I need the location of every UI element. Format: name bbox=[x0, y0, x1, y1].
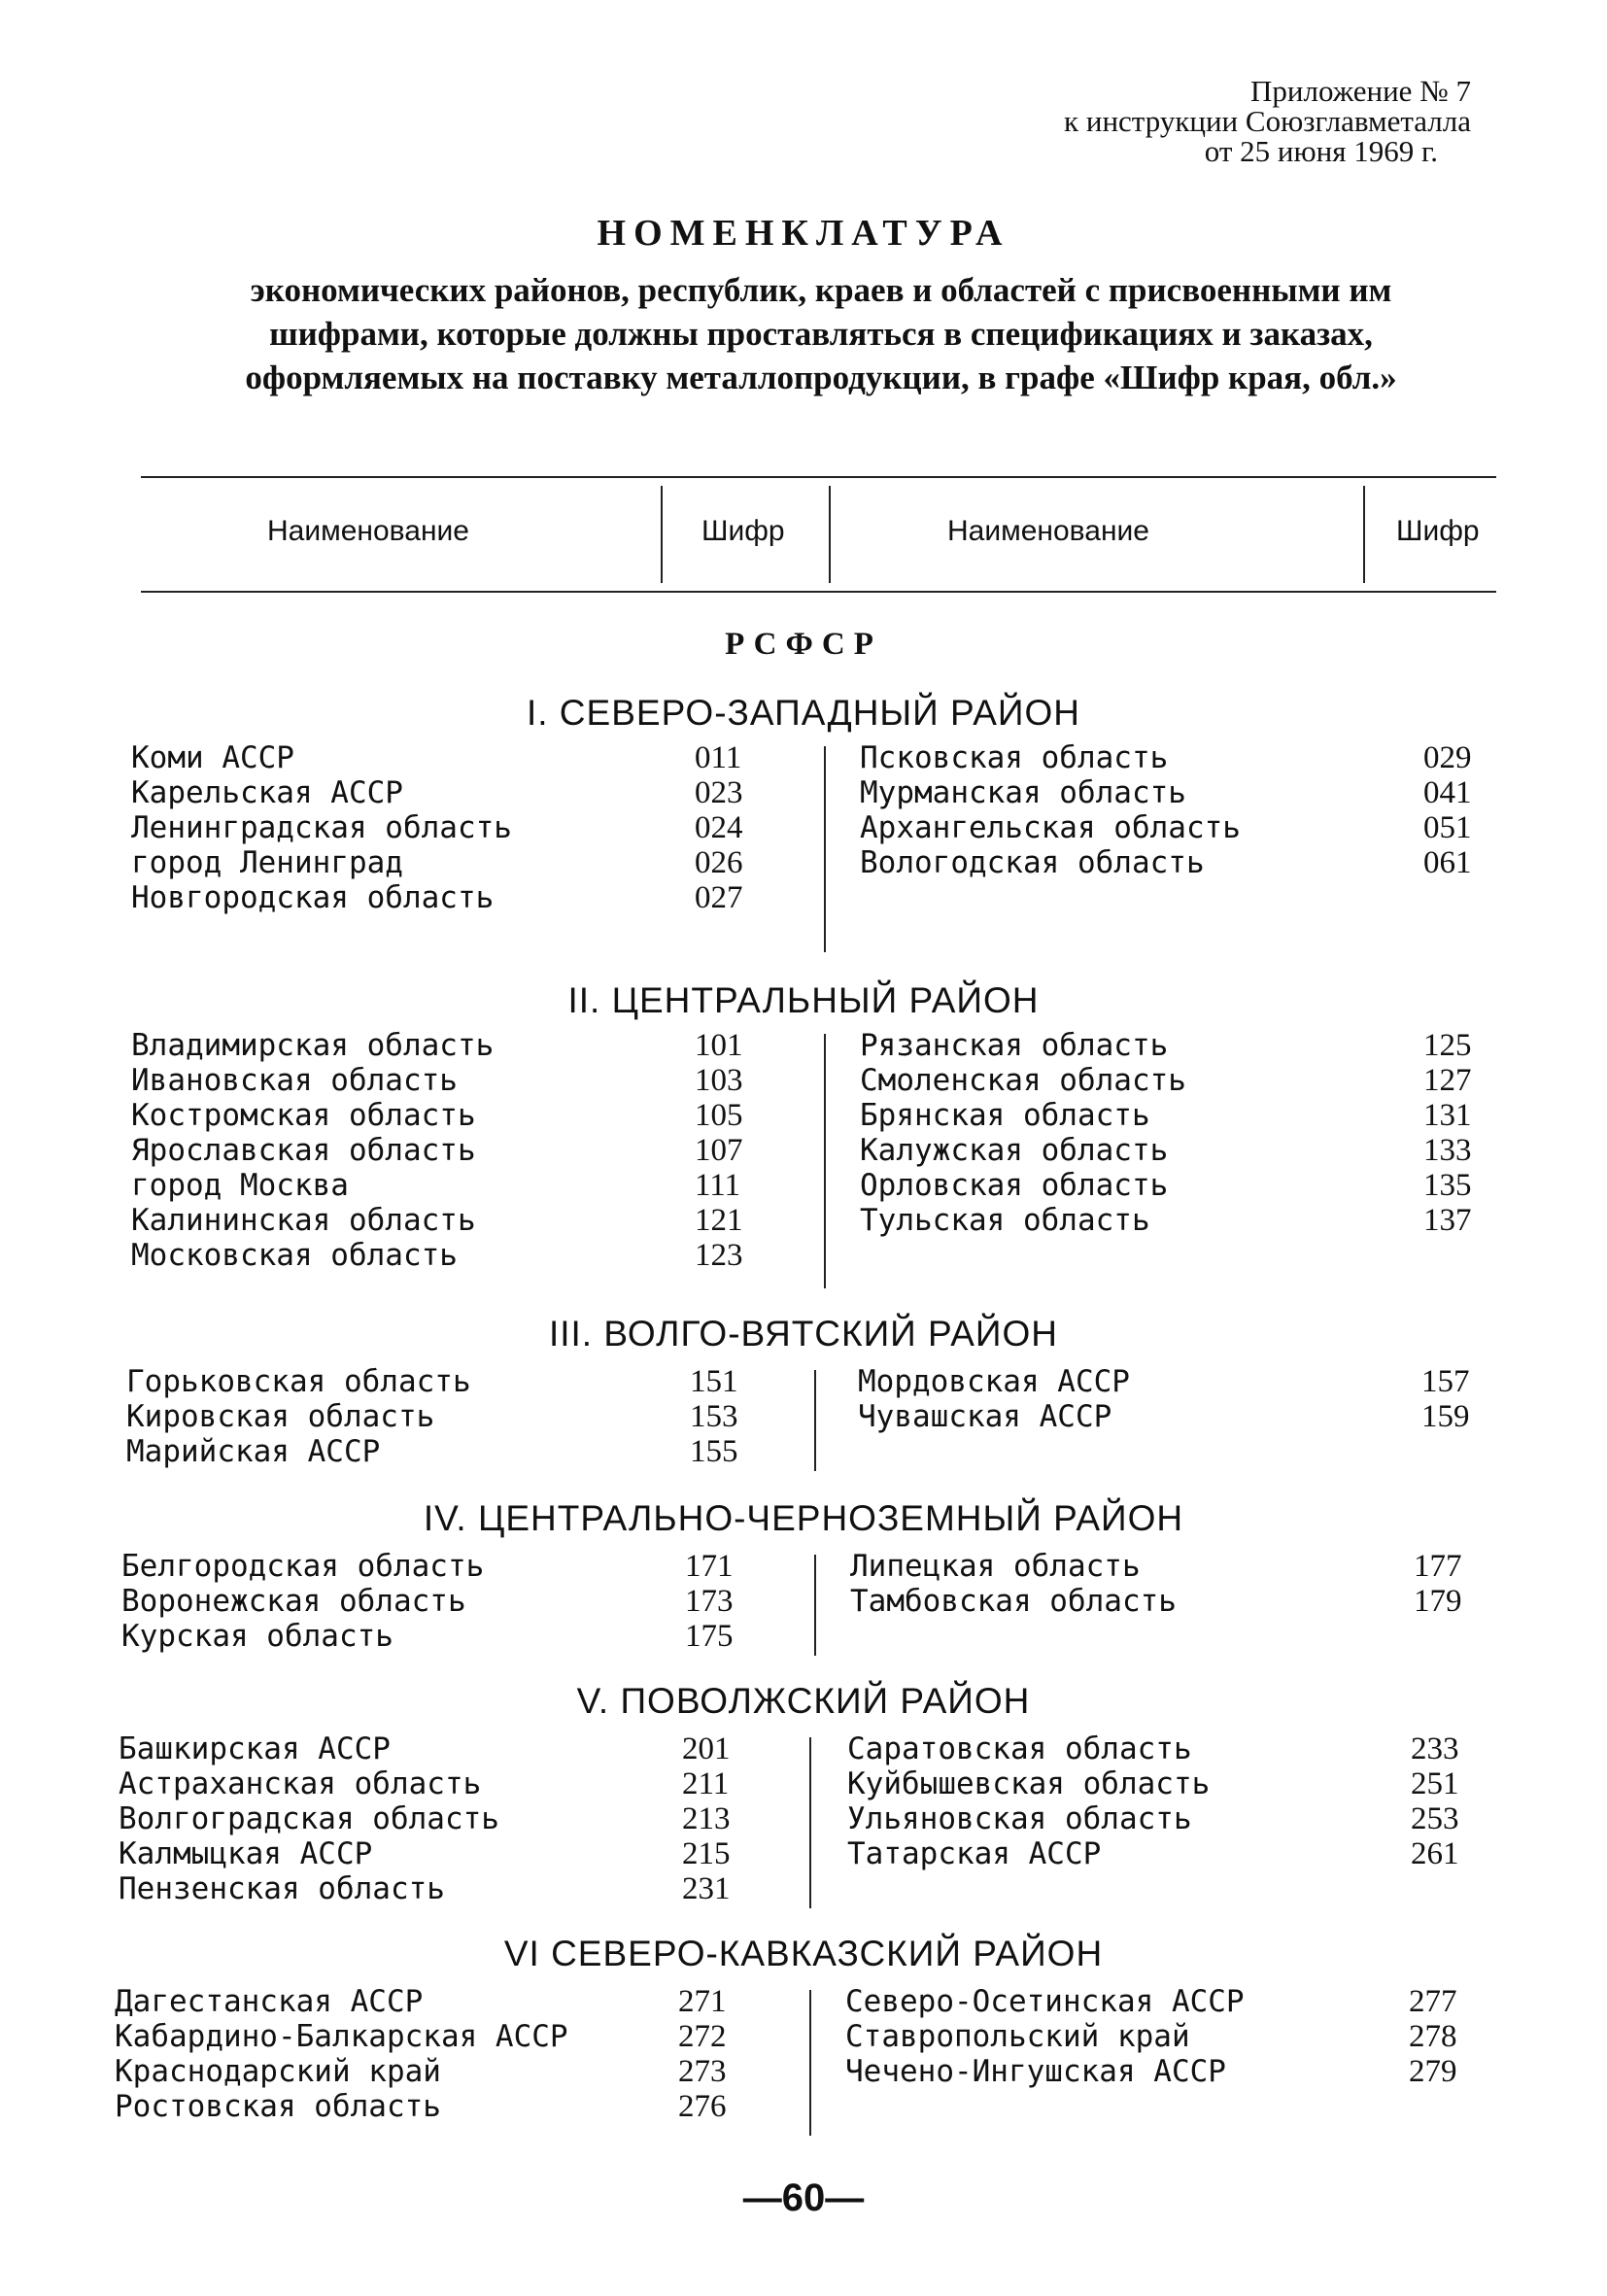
table-header-divider bbox=[829, 486, 831, 583]
entry-name: Ульяновская область bbox=[847, 1801, 1192, 1836]
entry-code: 026 bbox=[695, 845, 743, 880]
entry-code: 105 bbox=[695, 1098, 743, 1133]
header-code-right: Шифр bbox=[1396, 515, 1480, 547]
entry-name: Костромская область bbox=[131, 1098, 476, 1133]
entry-code: 231 bbox=[682, 1871, 731, 1906]
entry-name: Башкирская АССР bbox=[119, 1731, 391, 1766]
entry-code: 023 bbox=[695, 775, 743, 810]
entry-code: 041 bbox=[1423, 775, 1472, 810]
column-separator bbox=[824, 746, 826, 952]
entry-name: Курская область bbox=[121, 1619, 393, 1654]
entry-name: город Москва bbox=[131, 1168, 349, 1203]
entry-name: Марийская АССР bbox=[126, 1434, 381, 1469]
column-separator bbox=[824, 1034, 826, 1288]
entry-code: 177 bbox=[1414, 1549, 1462, 1584]
entry-code: 111 bbox=[695, 1168, 741, 1203]
header-name-right: Наименование bbox=[947, 515, 1149, 547]
entry-name: Ростовская область bbox=[115, 2089, 441, 2124]
entry-code: 107 bbox=[695, 1133, 743, 1168]
entry-code: 173 bbox=[685, 1584, 734, 1619]
entry-code: 171 bbox=[685, 1549, 734, 1584]
entry-name: Ленинградская область bbox=[131, 810, 512, 845]
entry-name: Орловская область bbox=[860, 1168, 1169, 1203]
entry-code: 279 bbox=[1409, 2054, 1457, 2089]
entry-name: Тамбовская область bbox=[850, 1584, 1177, 1619]
entry-code: 101 bbox=[695, 1028, 743, 1063]
entry-code: 159 bbox=[1421, 1399, 1470, 1434]
entry-name: Калужская область bbox=[860, 1133, 1169, 1168]
column-separator bbox=[809, 1737, 811, 1908]
entry-code: 153 bbox=[690, 1399, 738, 1434]
entry-name: Горьковская область bbox=[126, 1364, 471, 1399]
entry-name: Краснодарский край bbox=[115, 2054, 441, 2089]
entry-code: 211 bbox=[682, 1766, 730, 1801]
entry-code: 024 bbox=[695, 810, 743, 845]
entry-code: 271 bbox=[678, 1984, 727, 2019]
entry-name: Московская область bbox=[131, 1238, 458, 1273]
entry-code: 061 bbox=[1423, 845, 1472, 880]
entry-name: Владимирская область bbox=[131, 1028, 495, 1063]
header-code-left: Шифр bbox=[701, 515, 785, 547]
table-header-divider bbox=[1363, 486, 1365, 583]
entry-code: 135 bbox=[1423, 1168, 1472, 1203]
appendix-instruction: к инструкции Союзглавметалла bbox=[1064, 104, 1471, 138]
entry-code: 131 bbox=[1423, 1098, 1472, 1133]
entry-code: 125 bbox=[1423, 1028, 1472, 1063]
entry-name: Карельская АССР bbox=[131, 775, 403, 810]
table-header-bottom-rule bbox=[141, 591, 1496, 593]
entry-code: 201 bbox=[682, 1731, 731, 1766]
entry-name: Псковская область bbox=[860, 740, 1169, 775]
entry-code: 121 bbox=[695, 1203, 743, 1238]
entry-name: Чечено-Ингушская АССР bbox=[845, 2054, 1226, 2089]
entry-code: 133 bbox=[1423, 1133, 1472, 1168]
entry-name: Рязанская область bbox=[860, 1028, 1169, 1063]
entry-name: Ивановская область bbox=[131, 1063, 458, 1098]
column-separator bbox=[814, 1555, 816, 1656]
region-title: VI СЕВЕРО-КАВКАЗСКИЙ РАЙОН bbox=[503, 1934, 1104, 1973]
entry-code: 276 bbox=[678, 2089, 727, 2124]
entry-code: 277 bbox=[1409, 1984, 1457, 2019]
entry-name: Липецкая область bbox=[850, 1549, 1141, 1584]
entry-code: 029 bbox=[1423, 740, 1472, 775]
entry-code: 027 bbox=[695, 880, 743, 915]
region-title: II. ЦЕНТРАЛЬНЫЙ РАЙОН bbox=[567, 980, 1040, 1020]
entry-name: Ярославская область bbox=[131, 1133, 476, 1168]
entry-name: Кабардино-Балкарская АССР bbox=[115, 2019, 568, 2054]
entry-name: Воронежская область bbox=[121, 1584, 466, 1619]
appendix-number: Приложение № 7 bbox=[1250, 74, 1471, 108]
entry-name: Мурманская область bbox=[860, 775, 1186, 810]
republic-heading: РСФСР bbox=[725, 627, 882, 662]
entry-name: Куйбышевская область bbox=[847, 1766, 1211, 1801]
table-header-divider bbox=[661, 486, 663, 583]
entry-name: Мордовская АССР bbox=[858, 1364, 1130, 1399]
entry-name: Тульская область bbox=[860, 1203, 1150, 1238]
entry-code: 213 bbox=[682, 1801, 731, 1836]
entry-name: Ставропольский край bbox=[845, 2019, 1190, 2054]
region-title: IV. ЦЕНТРАЛЬНО-ЧЕРНОЗЕМНЫЙ РАЙОН bbox=[423, 1498, 1184, 1538]
entry-code: 151 bbox=[690, 1364, 738, 1399]
entry-code: 272 bbox=[678, 2019, 727, 2054]
document-subtitle: экономических районов, республик, краев и областей с присвоенными им шифрами, которые должны проставляться в спецификациях и заказах, оформляемых на поставку металлопродукции, в графе «Шифр края, обл.» bbox=[245, 271, 1397, 396]
entry-code: 155 bbox=[690, 1434, 738, 1469]
entry-code: 011 bbox=[695, 740, 742, 775]
entry-name: Коми АССР bbox=[131, 740, 294, 775]
appendix-note bbox=[1064, 76, 1471, 166]
entry-code: 261 bbox=[1411, 1836, 1459, 1871]
region-title: III. ВОЛГО-ВЯТСКИЙ РАЙОН bbox=[548, 1314, 1059, 1354]
entry-name: Астраханская область bbox=[119, 1766, 482, 1801]
entry-name: Волгоградская область bbox=[119, 1801, 499, 1836]
page-number: —60— bbox=[742, 2176, 865, 2219]
appendix-date: от 25 июня 1969 г. bbox=[1204, 134, 1438, 168]
entry-code: 157 bbox=[1421, 1364, 1470, 1399]
entry-code: 137 bbox=[1423, 1203, 1472, 1238]
entry-code: 127 bbox=[1423, 1063, 1472, 1098]
entry-name: Северо-Осетинская АССР bbox=[845, 1984, 1245, 2019]
entry-code: 253 bbox=[1411, 1801, 1459, 1836]
entry-name: Калмыцкая АССР bbox=[119, 1836, 373, 1871]
entry-name: Кировская область bbox=[126, 1399, 435, 1434]
entry-name: Архангельская область bbox=[860, 810, 1241, 845]
entry-code: 215 bbox=[682, 1836, 731, 1871]
entry-code: 278 bbox=[1409, 2019, 1457, 2054]
column-separator bbox=[809, 1990, 811, 2136]
entry-name: Дагестанская АССР bbox=[115, 1984, 424, 2019]
entry-code: 179 bbox=[1414, 1584, 1462, 1619]
entry-name: Калининская область bbox=[131, 1203, 476, 1238]
region-title: I. СЕВЕРО-ЗАПАДНЫЙ РАЙОН bbox=[526, 693, 1081, 733]
header-name-left: Наименование bbox=[267, 515, 469, 547]
entry-code: 103 bbox=[695, 1063, 743, 1098]
entry-code: 273 bbox=[678, 2054, 727, 2089]
entry-name: Чувашская АССР bbox=[858, 1399, 1112, 1434]
entry-code: 233 bbox=[1411, 1731, 1459, 1766]
column-separator bbox=[814, 1370, 816, 1471]
entry-name: Брянская область bbox=[860, 1098, 1150, 1133]
document-title: НОМЕНКЛАТУРА bbox=[597, 213, 1010, 254]
entry-name: Пензенская область bbox=[119, 1871, 445, 1906]
entry-name: Вологодская область bbox=[860, 845, 1205, 880]
entry-name: Новгородская область bbox=[131, 880, 495, 915]
region-title: V. ПОВОЛЖСКИЙ РАЙОН bbox=[576, 1681, 1031, 1721]
entry-code: 251 bbox=[1411, 1766, 1459, 1801]
entry-name: город Ленинград bbox=[131, 845, 403, 880]
entry-name: Смоленская область bbox=[860, 1063, 1186, 1098]
entry-code: 051 bbox=[1423, 810, 1472, 845]
entry-name: Татарская АССР bbox=[847, 1836, 1102, 1871]
entry-name: Саратовская область bbox=[847, 1731, 1192, 1766]
entry-code: 123 bbox=[695, 1238, 743, 1273]
entry-code: 175 bbox=[685, 1619, 734, 1654]
table-header-top-rule bbox=[141, 476, 1496, 478]
entry-name: Белгородская область bbox=[121, 1549, 485, 1584]
